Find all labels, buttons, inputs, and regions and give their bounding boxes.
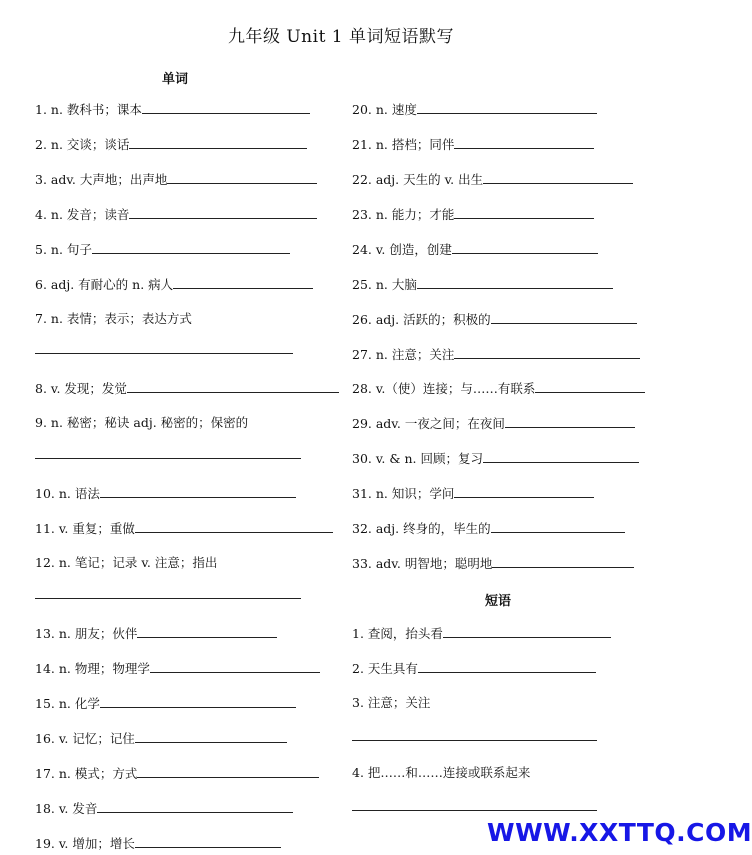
word-item-answer-line[interactable] [100, 695, 296, 708]
word-item-answer-line[interactable] [454, 206, 594, 219]
word-item-label: 10. n. 语法 [35, 486, 100, 501]
word-item [35, 276, 313, 293]
word-item [352, 346, 640, 363]
word-item-answer-line[interactable] [135, 520, 333, 533]
word-item [35, 241, 290, 258]
word-item-label: 20. n. 速度 [352, 102, 417, 117]
word-item-answer-line[interactable] [492, 555, 634, 568]
word-item [35, 660, 320, 677]
word-item-label: 19. v. 增加；增长 [35, 836, 135, 851]
word-item-label: 5. n. 句子 [35, 242, 92, 257]
word-item-label: 24. v. 创造，创建 [352, 242, 452, 257]
word-item-answer-line[interactable] [173, 276, 313, 289]
word-item [352, 171, 633, 188]
page-title: 九年级 Unit 1 单词短语默写 [227, 27, 455, 47]
word-item [35, 380, 339, 397]
word-item-answer-line[interactable] [454, 136, 594, 149]
phrase-item [352, 625, 611, 642]
word-item-answer-line[interactable] [454, 346, 640, 359]
word-item-label: 1. n. 教科书；课本 [35, 102, 142, 117]
word-item-label: 11. v. 重复；重做 [35, 521, 135, 536]
word-item-answer-line[interactable] [417, 101, 597, 114]
word-item-label: 7. n. 表情；表示；表达方式 [35, 311, 192, 326]
phrase-item-label: 1. 查阅，抬头看 [352, 626, 443, 641]
phrase-item-answer-line[interactable] [352, 740, 597, 741]
word-item-label: 21. n. 搭档；同伴 [352, 137, 455, 152]
word-item-label: 18. v. 发音 [35, 801, 98, 816]
word-item-answer-line[interactable] [35, 458, 301, 459]
word-item-answer-line[interactable] [137, 625, 277, 638]
phrase-item-label: 4. 把……和……连接或联系起来 [352, 765, 531, 780]
word-item-answer-line[interactable] [417, 276, 613, 289]
word-item-answer-line[interactable] [35, 598, 301, 599]
word-item [35, 101, 310, 118]
word-item [352, 485, 594, 502]
word-item-label: 30. v. & n. 回顾；复习 [352, 451, 483, 466]
word-item [35, 695, 296, 712]
word-item-answer-line[interactable] [535, 380, 645, 393]
word-item [35, 415, 248, 431]
word-item-answer-line[interactable] [35, 353, 293, 354]
word-item-label: 14. n. 物理；物理学 [35, 661, 150, 676]
word-item-label: 2. n. 交谈；谈话 [35, 137, 130, 152]
word-item-label: 22. adj. 天生的 v. 出生 [352, 172, 484, 187]
word-item-label: 29. adv. 一夜之间；在夜间 [352, 416, 505, 431]
phrases-heading: 短语 [485, 594, 512, 609]
word-item [35, 206, 317, 223]
word-item-label: 23. n. 能力；才能 [352, 207, 455, 222]
word-item-answer-line[interactable] [454, 485, 594, 498]
phrase-item [352, 695, 430, 711]
word-item-label: 13. n. 朋友；伙伴 [35, 626, 138, 641]
phrase-item-label: 2. 天生具有 [352, 661, 418, 676]
word-item [35, 136, 307, 153]
word-item-answer-line[interactable] [127, 380, 339, 393]
phrase-item-answer-line[interactable] [418, 660, 596, 673]
word-item [352, 311, 637, 328]
word-item [352, 136, 594, 153]
phrase-item-label: 3. 注意；关注 [352, 695, 431, 710]
phrase-item [352, 660, 596, 677]
word-item [35, 800, 293, 817]
word-item [352, 206, 594, 223]
word-item-label: 25. n. 大脑 [352, 277, 417, 292]
phrase-item [352, 765, 530, 781]
word-item [35, 520, 333, 537]
phrase-item-answer-line[interactable] [352, 810, 597, 811]
word-item-label: 4. n. 发音；读音 [35, 207, 130, 222]
word-item-label: 8. v. 发现；发觉 [35, 381, 127, 396]
word-item [352, 276, 613, 293]
word-item-answer-line[interactable] [483, 450, 639, 463]
word-item-answer-line[interactable] [142, 101, 310, 114]
word-item-answer-line[interactable] [483, 171, 633, 184]
word-item-label: 31. n. 知识；学问 [352, 486, 455, 501]
word-item [352, 450, 639, 467]
word-item [352, 415, 635, 432]
word-item [35, 835, 281, 852]
word-item-answer-line[interactable] [92, 241, 290, 254]
word-item-answer-line[interactable] [135, 835, 281, 848]
word-item-label: 3. adv. 大声地；出声地 [35, 172, 168, 187]
word-item [35, 765, 319, 782]
word-item-answer-line[interactable] [129, 136, 307, 149]
word-item-label: 32. adj. 终身的，毕生的 [352, 521, 491, 536]
word-item [35, 555, 217, 571]
word-item [352, 520, 625, 537]
word-item-label: 9. n. 秘密；秘诀 adj. 秘密的；保密的 [35, 415, 249, 430]
word-item-label: 28. v.（使）连接；与……有联系 [352, 381, 536, 396]
word-item-answer-line[interactable] [137, 765, 319, 778]
word-item-answer-line[interactable] [491, 311, 637, 324]
word-item [352, 241, 598, 258]
word-item-answer-line[interactable] [505, 415, 635, 428]
word-item [35, 171, 317, 188]
word-item-label: 6. adj. 有耐心的 n. 病人 [35, 277, 174, 292]
word-item-label: 12. n. 笔记；记录 v. 注意；指出 [35, 555, 218, 570]
word-item [35, 485, 296, 502]
word-item-label: 33. adv. 明智地；聪明地 [352, 556, 493, 571]
phrase-item-answer-line[interactable] [443, 625, 611, 638]
word-item-answer-line[interactable] [100, 485, 296, 498]
word-item-answer-line[interactable] [167, 171, 317, 184]
word-item-label: 15. n. 化学 [35, 696, 100, 711]
word-item-label: 26. adj. 活跃的；积极的 [352, 312, 491, 327]
word-item-answer-line[interactable] [97, 800, 293, 813]
word-item-answer-line[interactable] [135, 730, 287, 743]
word-item [35, 625, 277, 642]
word-item-answer-line[interactable] [150, 660, 320, 673]
word-item [35, 311, 192, 327]
word-item-label: 16. v. 记忆；记住 [35, 731, 135, 746]
word-item [35, 730, 287, 747]
word-item [352, 380, 645, 397]
word-item-answer-line[interactable] [491, 520, 625, 533]
word-item [352, 101, 597, 118]
word-item [352, 555, 634, 572]
word-item-label: 27. n. 注意；关注 [352, 347, 455, 362]
words-heading: 单词 [162, 72, 189, 87]
watermark: WWW.XXTTQ.COM [487, 818, 752, 847]
word-item-label: 17. n. 模式；方式 [35, 766, 138, 781]
word-item-answer-line[interactable] [452, 241, 598, 254]
word-item-answer-line[interactable] [129, 206, 317, 219]
